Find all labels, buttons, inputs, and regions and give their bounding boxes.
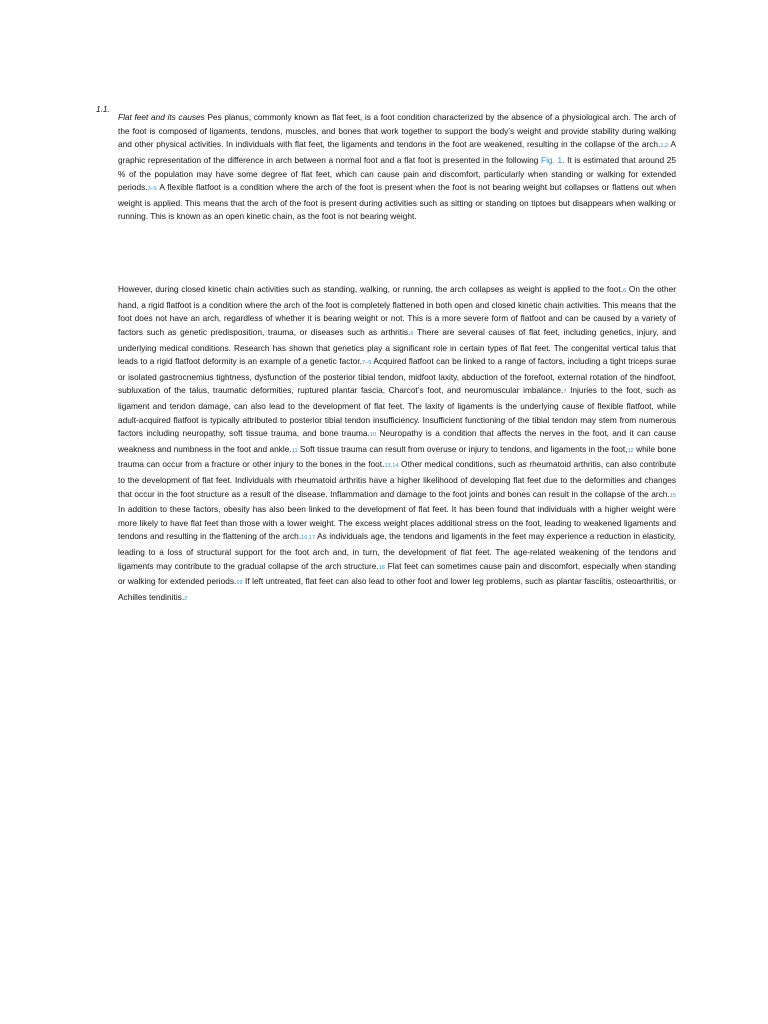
paragraph-causes: [118, 283, 676, 606]
paragraph-intro: [118, 111, 676, 224]
figure-link[interactable]: Fig. 1: [541, 155, 563, 166]
citation-link[interactable]: 11: [291, 447, 298, 454]
citation-link[interactable]: 16,17: [301, 535, 316, 542]
citation-link[interactable]: 19: [236, 580, 243, 587]
citation-link[interactable]: 7–9: [361, 360, 372, 367]
text-run: If left untreated, flat feet can also lead to other foot and lower leg problems, such as plantar fasciitis, osteoarthritis, or Achilles tendinitis.: [118, 576, 676, 602]
section-number: 1.1.: [96, 104, 110, 114]
section-title: Flat feet and its causes: [118, 112, 205, 123]
citation-link[interactable]: 6: [410, 331, 414, 338]
citation-link[interactable]: 13,14: [384, 463, 399, 470]
citation-link[interactable]: 18: [378, 564, 385, 571]
citation-link[interactable]: 3–5: [147, 186, 157, 193]
text-run: A graphic representation of the difference in arch between a normal foot and a flat foot is presented in the following: [118, 139, 677, 166]
text-run: However, during closed kinetic chain activities such as standing, walking, or running, the arch collapses as weight is applied to the foot.: [118, 284, 624, 295]
text-run: . It is estimated that around 25 % of the population may have some degree of flat feet, which can cause pain and discomfort, particularly when standing or walking for extended periods.: [118, 155, 676, 193]
text-run: On the other hand, a rigid flatfoot is a condition where the arch of the foot is completely flattened in both open and closed kinetic chain activities. This means that the foot does not have an arch, regardless of whether it is bearing weight or not. This is a more severe form of flatfoot and can be caused by a variety of factors such as genetic predisposition, trauma, or diseases such as arthritis.: [118, 284, 677, 338]
text-run: A flexible flatfoot is a condition where the arch of the foot is present when the foot is not bearing weight but collapses or flattens out when weight is applied. This means that the arch of the foot is present during activities such as sitting or standing on tiptoes but disappears when walking or running. This is known as an open kinetic chain, as the foot is not bearing weight.: [118, 182, 676, 222]
text-run: while bone trauma can occur from a fracture or other injury to the bones in the foot.: [118, 443, 676, 470]
citation-link[interactable]: 1,2: [660, 143, 669, 150]
text-run: Pes planus, commonly known as flat feet, is a foot condition characterized by the absence of a physiological arch. The arch of the foot is composed of ligaments, tendons, muscles, and bones that work together to support the body’s weight and provide stability during walking and other physical activities. In individuals with flat feet, the ligaments and tendons in the foot are weakened, resulting in the collapse of the arch.: [118, 112, 676, 150]
citation-link[interactable]: 12: [627, 447, 634, 454]
text-run: Neuropathy is a condition that affects the nerves in the foot, and it can cause weakness and numbness in the foot and ankle.: [118, 428, 676, 454]
text-run: Injuries to the foot, such as ligament and tendon damage, can also lead to the development of flat feet. The laxity of ligaments is the underlying cause of flexible flatfoot, while adult-acquired flatfoot is typically attributed to posterior tibial tendon insufficiency. Insufficient functioning of the tibial tendon may stem from numerous factors including neuropathy, soft tissue trauma, and bone trauma.: [118, 385, 676, 439]
citation-link[interactable]: 2: [184, 595, 188, 602]
text-run: As individuals age, the tendons and ligaments in the feet may experience a reduction in elasticity, leading to a loss of structural support for the foot arch and, in turn, the development of flat feet. The age-related weakening of the tendons and ligaments may contribute to the gradual collapse of the arch structure.: [118, 531, 676, 571]
citation-link[interactable]: 7: [563, 389, 567, 396]
text-run: Flat feet can sometimes cause pain and discomfort, especially when standing or walking for extended periods.: [118, 560, 676, 587]
text-run: Acquired flatfoot can be linked to a range of factors, including a tight triceps surae or isolated gastrocnemius tightness, dysfunction of the posterior tibial tendon, midfoot laxity, abduction of the forefoot, external rotation of the hindfoot, subluxation of the talus, traumatic deformities, ruptured plantar fascia, Charcot’s foot, and neuromuscular imbalance.: [118, 356, 676, 396]
text-run: Other medical conditions, such as rheumatoid arthritis, can also contribute to the development of flat feet. Individuals with rheumatoid arthritis have a higher likelihood of developing flat feet due to the deformities and changes that occur in the foot structure as a result of the disease. Inflammation and damage to the foot joints and bones can result in the collapse of the arch.: [118, 459, 676, 499]
citation-link[interactable]: 6: [623, 288, 627, 295]
text-run: Soft tissue trauma can result from overuse or injury to tendons, and ligaments in the foot,: [297, 443, 628, 454]
citation-link[interactable]: 15: [669, 492, 676, 499]
text-run: There are several causes of flat feet, including genetics, injury, and underlying medical conditions. Research has shown that genetics play a significant role in certain types of flat feet. The congenital vertical talus that leads to a rigid flatfoot deformity is an example of a genetic factor.: [118, 327, 676, 367]
citation-link[interactable]: 10: [369, 432, 377, 439]
text-run: In addition to these factors, obesity has also been linked to the development of flat feet. It has been found that individuals with a higher weight were more likely to have flat feet than those with a lower weight. The excess weight places additional stress on the foot, leading to weakened ligaments and tendons and resulting in the flattening of the arch.: [118, 504, 676, 542]
